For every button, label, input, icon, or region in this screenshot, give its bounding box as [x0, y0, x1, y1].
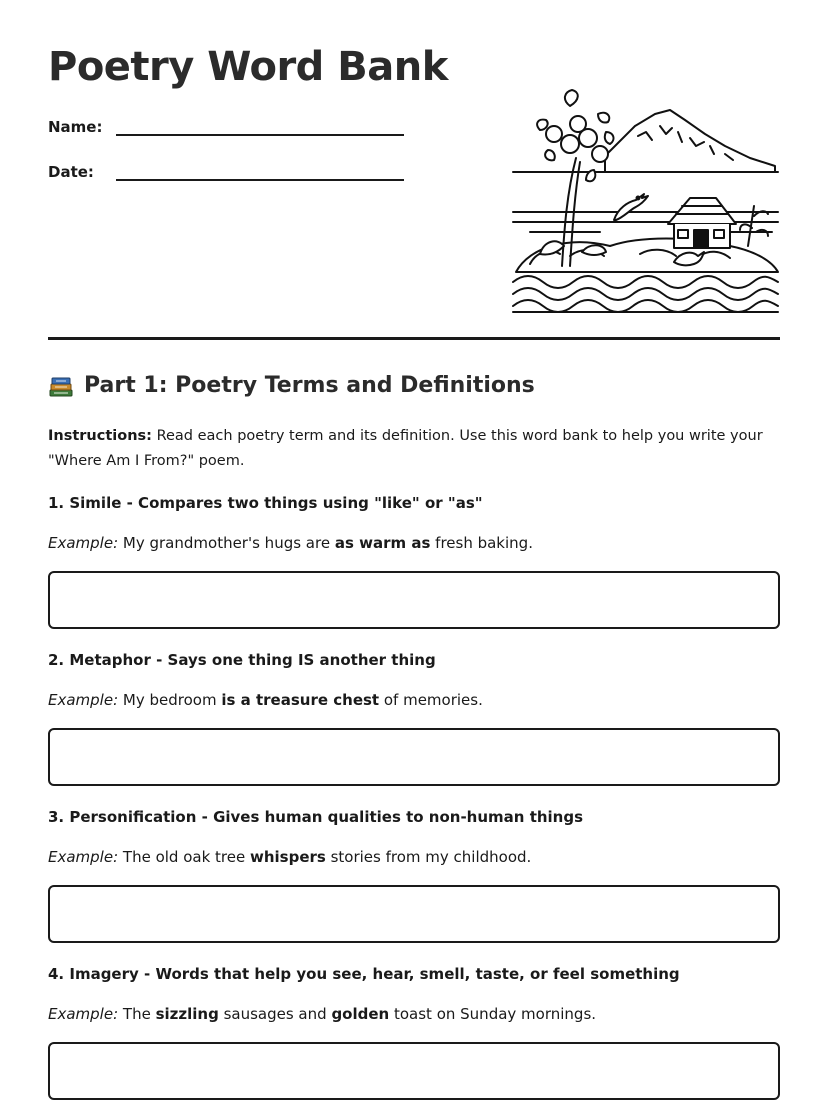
- example-text: My grandmother's hugs are: [118, 534, 335, 552]
- example-label: Example:: [48, 691, 119, 709]
- example-simile: [48, 534, 533, 552]
- example-highlight: as warm as: [334, 534, 431, 552]
- example-text: The old oak tree: [118, 848, 250, 866]
- page-title: Poetry Word Bank: [48, 44, 448, 90]
- example-metaphor: [48, 691, 483, 709]
- name-label: Name:: [48, 118, 103, 136]
- answer-box-metaphor[interactable]: [48, 728, 780, 786]
- example-highlight: is a treasure chest: [221, 691, 380, 709]
- example-text: toast on Sunday mornings.: [389, 1005, 597, 1023]
- example-text: The: [118, 1005, 156, 1023]
- example-text: fresh baking.: [430, 534, 533, 552]
- example-highlight: sizzling: [155, 1005, 219, 1023]
- example-label: Example:: [48, 1005, 119, 1023]
- example-text: of memories.: [379, 691, 483, 709]
- example-highlight: golden: [331, 1005, 390, 1023]
- term-heading-metaphor: 2. Metaphor - Says one thing IS another thing: [48, 651, 436, 669]
- answer-box-imagery[interactable]: [48, 1042, 780, 1100]
- example-imagery: [48, 1005, 596, 1023]
- term-heading-personification: 3. Personification - Gives human qualities to non-human things: [48, 808, 584, 826]
- instructions: [48, 424, 788, 474]
- instructions-label: Instructions:: [48, 428, 152, 444]
- example-text: sausages and: [218, 1005, 332, 1023]
- section-title-text: Part 1: Poetry Terms and Definitions: [84, 373, 535, 398]
- example-label: Example:: [48, 848, 119, 866]
- instructions-text: Read each poetry term and its definition. Use this word bank to help you write your "Where Am I From?" poem.: [48, 428, 763, 469]
- example-text: stories from my childhood.: [325, 848, 532, 866]
- answer-box-simile[interactable]: [48, 571, 780, 629]
- example-personification: [48, 848, 531, 866]
- term-heading-imagery: 4. Imagery - Words that help you see, hear, smell, taste, or feel something: [48, 965, 680, 983]
- date-label: Date:: [48, 163, 94, 181]
- date-line[interactable]: [116, 165, 404, 181]
- books-icon: [48, 374, 74, 398]
- name-line[interactable]: [116, 120, 404, 136]
- name-field: [48, 118, 404, 136]
- example-text: My bedroom: [118, 691, 222, 709]
- example-label: Example:: [48, 534, 119, 552]
- header-divider: [48, 337, 780, 340]
- example-highlight: whispers: [249, 848, 326, 866]
- answer-box-personification[interactable]: [48, 885, 780, 943]
- section-title: [48, 373, 535, 398]
- landscape-illustration: [510, 86, 782, 316]
- term-heading-simile: 1. Simile - Compares two things using "like" or "as": [48, 494, 483, 512]
- date-field: [48, 163, 404, 181]
